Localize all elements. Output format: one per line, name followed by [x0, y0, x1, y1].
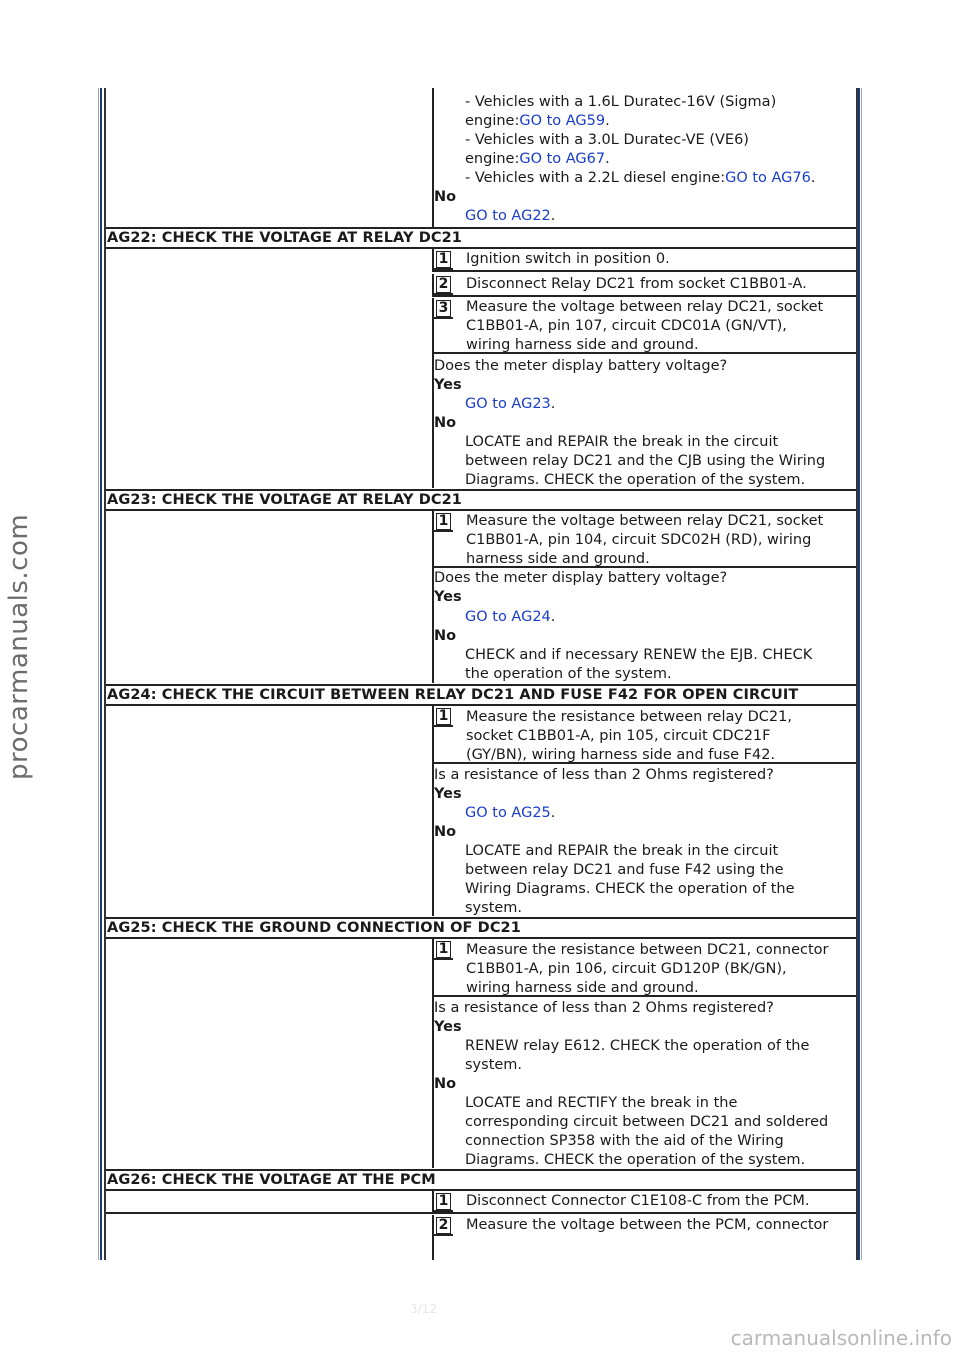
- step-text: Measure the voltage between relay DC21, socket C1BB01-A, pin 107, circuit CDC01A (GN/VT), wiring harness side and ground.: [466, 299, 824, 353]
- intro-line-4: engine:GO to AG67.: [465, 151, 610, 167]
- ag25-step-1: [432, 939, 856, 997]
- ag25-no-label: No: [434, 1076, 457, 1092]
- step-number: 1: [436, 941, 451, 958]
- step-text: Measure the voltage between relay DC21, socket C1BB01-A, pin 104, circuit SDC02H (RD), wiring harness side and ground.: [466, 513, 824, 567]
- link-ag59[interactable]: GO to AG59: [519, 113, 606, 129]
- page-number: 3/12: [410, 1302, 437, 1316]
- ag24-question: Is a resistance of less than 2 Ohms registered?: [434, 767, 774, 783]
- intro-line-7: GO to AG22.: [465, 208, 556, 224]
- ag22-no-line-2: between relay DC21 and the CJB using the Wiring: [465, 453, 826, 469]
- ag24-yes-line: GO to AG25.: [465, 805, 556, 821]
- ag23-result: [432, 568, 856, 683]
- intro-cell: [432, 88, 856, 228]
- ag22-no-line-3: Diagrams. CHECK the operation of the system.: [465, 472, 806, 488]
- step-text: Measure the resistance between relay DC21, socket C1BB01-A, pin 105, circuit CDC21F (GY/BN), wiring harness side and fuse F42.: [466, 709, 792, 763]
- step-text: Measure the voltage between the PCM, connector: [466, 1217, 829, 1233]
- step-number: 3: [436, 300, 451, 317]
- intro-line-2: engine:GO to AG59.: [465, 113, 610, 129]
- diagnostic-table: [104, 88, 858, 1260]
- ag25-no-line-4: Diagrams. CHECK the operation of the system.: [465, 1152, 806, 1168]
- step-text: Measure the resistance between DC21, connector C1BB01-A, pin 106, circuit GD120P (BK/GN), wiring harness side and ground.: [466, 942, 829, 996]
- intro-line-3: - Vehicles with a 3.0L Duratec-VE (VE6): [465, 132, 749, 148]
- step-number: 2: [436, 276, 451, 293]
- ag24-no-line-2: between relay DC21 and fuse F42 using the: [465, 862, 784, 878]
- ag25-no-line-1: LOCATE and RECTIFY the break in the: [465, 1095, 738, 1111]
- ag24-no-line-1: LOCATE and REPAIR the break in the circuit: [465, 843, 779, 859]
- ag23-yes-line: GO to AG24.: [465, 609, 556, 625]
- ag22-no-label: No: [434, 415, 457, 431]
- link-ag76[interactable]: GO to AG76: [725, 170, 811, 186]
- ag22-step-1: [432, 249, 856, 272]
- outer-rule-right-blue: [858, 88, 860, 1260]
- ag25-yes-line-1: RENEW relay E612. CHECK the operation of the: [465, 1038, 810, 1054]
- watermark-bottom: carmanualsonline.info: [730, 1326, 952, 1350]
- ag25-no-line-3: connection SP358 with the aid of the Wiring: [465, 1133, 784, 1149]
- ag24-step-1: [432, 706, 856, 764]
- link-ag25[interactable]: GO to AG25: [465, 805, 551, 821]
- ag24-no-line-3: Wiring Diagrams. CHECK the operation of the: [465, 881, 795, 897]
- outer-rule-right: [861, 88, 862, 1260]
- ag25-no-line-2: corresponding circuit between DC21 and soldered: [465, 1114, 829, 1130]
- step-number: 1: [436, 513, 451, 530]
- ag25-yes-label: Yes: [434, 1019, 462, 1035]
- watermark-left: procarmanuals.com: [4, 513, 34, 780]
- outer-rule-left: [98, 88, 99, 1260]
- step-text: Ignition switch in position 0.: [466, 251, 670, 267]
- ag26-step-2: [432, 1215, 856, 1260]
- ag22-no-line-1: LOCATE and REPAIR the break in the circuit: [465, 434, 779, 450]
- link-ag23[interactable]: GO to AG23: [465, 396, 551, 412]
- ag22-step-2: [432, 274, 856, 297]
- ag26-left-divider: [106, 1212, 432, 1214]
- ag24-result: [432, 764, 856, 916]
- ag22-step-3: [432, 298, 856, 354]
- link-ag67[interactable]: GO to AG67: [519, 151, 606, 167]
- ag23-no-line-1: CHECK and if necessary RENEW the EJB. CHECK: [465, 647, 813, 663]
- ag24-no-line-4: system.: [465, 900, 523, 916]
- link-ag22[interactable]: GO to AG22: [465, 208, 551, 224]
- step-number: 1: [436, 708, 451, 725]
- intro-line-1: - Vehicles with a 1.6L Duratec-16V (Sigma): [465, 94, 777, 110]
- intro-line-5: - Vehicles with a 2.2L diesel engine:GO to AG76.: [465, 170, 816, 186]
- ag25-header: AG25: CHECK THE GROUND CONNECTION OF DC21: [106, 917, 856, 939]
- link-ag24[interactable]: GO to AG24: [465, 609, 551, 625]
- ag22-result: [432, 354, 856, 488]
- ag25-yes-line-2: system.: [465, 1057, 523, 1073]
- ag23-question: Does the meter display battery voltage?: [434, 570, 728, 586]
- step-text: Disconnect Relay DC21 from socket C1BB01-A.: [466, 276, 807, 292]
- step-number: 1: [436, 1193, 451, 1210]
- ag22-header: AG22: CHECK THE VOLTAGE AT RELAY DC21: [106, 227, 856, 249]
- ag26-header: AG26: CHECK THE VOLTAGE AT THE PCM: [106, 1169, 856, 1191]
- step-number: 1: [436, 251, 451, 268]
- step-text: Disconnect Connector C1E108-C from the PCM.: [466, 1193, 810, 1209]
- ag25-result: [432, 997, 856, 1168]
- ag23-yes-label: Yes: [434, 589, 462, 605]
- ag24-header: AG24: CHECK THE CIRCUIT BETWEEN RELAY DC21 AND FUSE F42 FOR OPEN CIRCUIT: [106, 684, 856, 706]
- ag24-no-label: No: [434, 824, 457, 840]
- ag22-yes-line: GO to AG23.: [465, 396, 556, 412]
- ag22-question: Does the meter display battery voltage?: [434, 358, 728, 374]
- ag23-no-line-2: the operation of the system.: [465, 666, 672, 682]
- step-number: 2: [436, 1217, 451, 1234]
- ag25-question: Is a resistance of less than 2 Ohms registered?: [434, 1000, 774, 1016]
- ag24-yes-label: Yes: [434, 786, 462, 802]
- intro-no-label: No: [434, 189, 457, 205]
- ag22-yes-label: Yes: [434, 377, 462, 393]
- ag23-step-1: [432, 511, 856, 568]
- ag23-header: AG23: CHECK THE VOLTAGE AT RELAY DC21: [106, 489, 856, 511]
- outer-rule-left-blue: [100, 88, 102, 1260]
- ag26-step-1: [432, 1191, 856, 1214]
- ag23-no-label: No: [434, 628, 457, 644]
